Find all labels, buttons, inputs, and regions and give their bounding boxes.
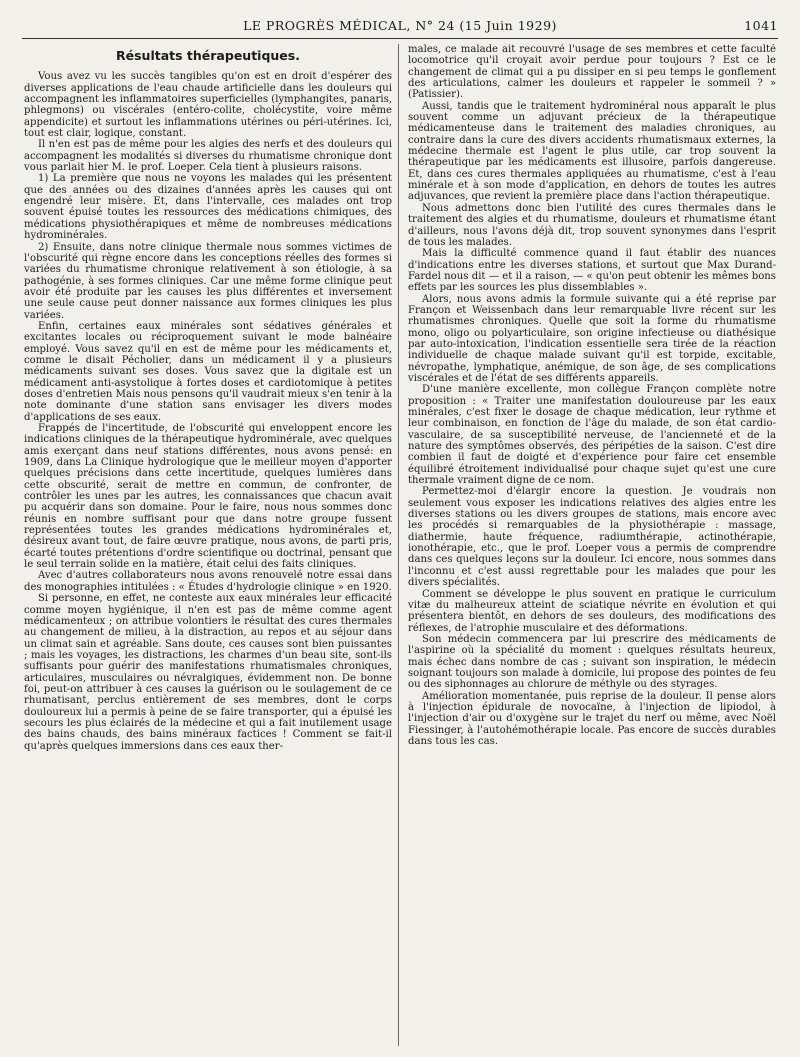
paragraph: Si personne, en effet, ne conteste aux eaux minérales leur efficacité comme moyen hygiénique, il n'en est pas de même comme agent médicamenteux ; on attribue volontiers le résultat des cures thermales au changement de milieu, à la distraction, au repos et au séjour dans un climat sain et agréable. Sans doute, ces causes sont bien puissantes ; mais les voyages, les distractions, les charmes d'un beau site, sont-ils suffisants pour guérir des manifestations rhumatismales chroniques, articulaires, musculaires ou névralgiques, évidemment non. De bonne foi, peut-on attribuer à ces causes la guérison ou le soulagement de ce rhumatisant, perclus entièrement de ses membres, dont le corps douloureux lui a permis à peine de se faire transporter, qui a épuisé les secours les plus éclairés de la médecine et qui a fait inutilement usage des bains chauds, des bains minéraux factices ! Comment se fait-il qu'après quelques immersions dans ces eaux ther- — [24, 593, 392, 752]
paragraph: Comment se développe le plus souvent en pratique le curriculum vitæ du malheureux atteint de sciatique névrite en évolution et qui présentera bientôt, en dehors de ses douleurs, des modifications des réflexes, de l'atrophie musculaire et des déformations. — [408, 588, 776, 634]
journal-title: LE PROGRÈS MÉDICAL, N° 24 (15 Juin 1929) — [243, 18, 557, 33]
paragraph: Il n'en est pas de même pour les algies des nerfs et des douleurs qui accompagnent les modalités si diverses du rhumatisme chronique dont vous parlait hier M. le prof. Loeper. Cela tient à plusieurs raisons. — [24, 139, 392, 174]
paragraph: Aussi, tandis que le traitement hydrominéral nous apparaît le plus souvent comme un adjuvant précieux de la thérapeutique médicamenteuse dans le traitement des maladies chroniques, au contraire dans la cure des divers accidents rhumatismaux externes, la médecine thermale est l'agent le plus utile, car trop souvent la thérapeutique par les médicaments est illusoire, parfois dangereuse. Et, dans ces cures thermales appliquées au rhumatisme, c'est à l'eau minérale et à son mode d'application, en dehors de toutes les autres adjuvances, que revient la première place dans l'action thérapeutique. — [408, 100, 776, 203]
paragraph: Enfin, certaines eaux minérales sont sédatives générales et excitantes locales ou réciproquement suivant le mode balnéaire employé. Vous savez qu'il en est de même pour les médicaments et, comme le disait Pécholier, dans un médicament il y a plusieurs médicaments suivant ses doses. Vous savez que la digitale est un médicament anti-asystolique à fortes doses et cardiotomique à petites doses d'entretien Mais nous pensons qu'il vaudrait mieux s'en tenir à la note dominante d'une station sans envisager les divers modes d'applications de ses eaux. — [24, 320, 392, 423]
paragraph: Amélioration momentanée, puis reprise de la douleur. Il pense alors à l'injection épidurale de novocaïne, à l'injection de lipiodol, à l'injection d'air ou d'oxygène sur le trajet du nerf ou même, avec Noël Fiessinger, à l'autohémothérapie locale. Pas encore de succès durables dans tous les cas. — [408, 690, 776, 747]
paragraph: Vous avez vu les succès tangibles qu'on est en droit d'espérer des diverses applications de l'eau chaude artificielle dans les douleurs qui accompagnent les inflammatoires superficielles (lymphangites, panaris, phlegmons) ou viscérales (entéro-colite, cholécystite, voire même appendicite) et surtout les inflammations utérines ou péri-utérines. Ici, tout est clair, logique, constant. — [24, 71, 392, 140]
left-column — [24, 44, 392, 1049]
paragraph: Permettez-moi d'élargir encore la question. Je voudrais non seulement vous exposer les indications relatives des algies entre les diverses stations ou les divers groupes de stations, mais encore avec les procédés si remarquables de la physiothérapie : massage, diathermie, haute fréquence, radiumthérapie, actinothérapie, ionothérapie, etc., que le prof. Loeper vous a permis de comprendre dans ces quelques leçons sur la douleur. Ici encore, nous sommes dans l'inconnu et c'est aussi regrettable pour les malades que pour les divers spécialités. — [408, 486, 776, 589]
paragraph: Alors, nous avons admis la formule suivante qui a été reprise par Françon et Weissenbach dans leur remarquable livre récent sur les rhumatismes chroniques. Quelle que soit la forme du rhumatisme mono, oligo ou polyarticulaire, son origine infectieuse ou diathésique par auto-intoxication, l'indication essentielle sera tirée de la réaction individuelle de chaque malade suivant qu'il est torpide, excitable, névropathe, lymphatique, anémique, de son âge, de ses complications viscérales et de l'état de ses différents appareils. — [408, 293, 776, 384]
column-divider — [398, 44, 399, 1046]
paragraph: Son médecin commencera par lui prescrire des médicaments de l'aspirine où la spécialité du moment : quelques résultats heureux, mais échec dans nombre de cas ; suivant son inspiration, le médecin soignant toujours son malade à domicile, lui propose des pointes de feu ou des siphonnages au chlorure de méthyle ou des styrages. — [408, 633, 776, 691]
paragraph: 1) La première que nous ne voyons les malades qui les présentent que des années ou des dizaines d'années après les causes qui ont engendré leur misère. Et, dans l'intervalle, ces malades ont trop souvent épuisé toutes les ressources des médications chimiques, des médications physiothérapiques et même de nombreuses médications hydrominérales. — [24, 173, 392, 242]
paragraph: Avec d'autres collaborateurs nous avons renouvelé notre essai dans des monographies intitulées : « Études d'hydrologie clinique » en 1920. — [24, 570, 392, 593]
right-column — [408, 44, 776, 1049]
paragraph: D'une manière excellente, mon collègue Françon complète notre proposition : « Traiter une manifestation douloureuse par les eaux minérales, c'est fixer le dosage de chaque médication, leur rythme et leur combinaison, en fonction de l'âge du malade, de son état cardio-vasculaire, de sa susceptibilité nerveuse, de l'ancienneté et de la nature des symptômes observés, des péripéties de la saison. C'est dire combien il faut de doigté et d'expérience pour faire cet ensemble équilibré étroitement individualisé pour chaque sujet qu'est une cure thermale vraiment digne de ce nom. — [408, 384, 776, 487]
paragraph: Mais la difficulté commence quand il faut établir des nuances d'indications entre les diverses stations, et surtout que Max Durand-Fardel nous dit — et il a raison, — « qu'on peut obtenir les mêmes bons effets par les sources les plus dissemblables ». — [408, 248, 776, 294]
running-header — [22, 16, 778, 39]
paragraph: Frappés de l'incertitude, de l'obscurité qui enveloppent encore les indications cliniques de la thérapeutique hydrominérale, avec quelques amis exerçant dans neuf stations différentes, nous avons pensé: en 1909, dans La Clinique hydrologique que le meilleur moyen d'apporter quelques précisions dans cette incertitude, quelques lumières dans cette obscurité, serait de mettre en commun, de confronter, de contrôler les unes par les autres, les connaissances que chacun avait pu acquérir dans son domaine. Pour le faire, nous nous sommes donc réunis en nombre suffisant pour que dans notre groupe fussent représentées toutes les grandes médications hydrominérales et, désireux avant tout, de faire œuvre pratique, nous avons, de parti pris, écarté toutes prétentions d'ordre scientifique ou doctrinal, pensant que le seul terrain solide en la matière, était celui des faits cliniques. — [24, 423, 392, 571]
paragraph: Nous admettons donc bien l'utilité des cures thermales dans le traitement des algies et du rhumatisme, douleurs et rhumatisme étant d'ailleurs, nous l'avons déjà dit, trop souvent synonymes dans l'esprit de tous les malades. — [408, 202, 776, 248]
paragraph: males, ce malade ait recouvré l'usage de ses membres et cette faculté locomotrice qu'il croyait avoir perdue pour toujours ? Est ce le changement de climat qui a pu dissiper en si peu temps le gonflement des articulations, calmer les douleurs et rappeler le sommeil ? » (Patissier). — [408, 44, 776, 101]
paragraph: 2) Ensuite, dans notre clinique thermale nous sommes victimes de l'obscurité qui règne encore dans les conceptions réelles des formes si variées du rhumatisme chronique relativement à son étiologie, à sa pathogénie, à ses formes cliniques. Car une même forme clinique peut avoir été produite par les causes les plus différentes et inversement une seule cause peut donner naissance aux formes cliniques les plus variées. — [24, 241, 392, 321]
page-number: 1041 — [744, 18, 778, 33]
section-title: Résultats thérapeutiques. — [116, 48, 300, 63]
